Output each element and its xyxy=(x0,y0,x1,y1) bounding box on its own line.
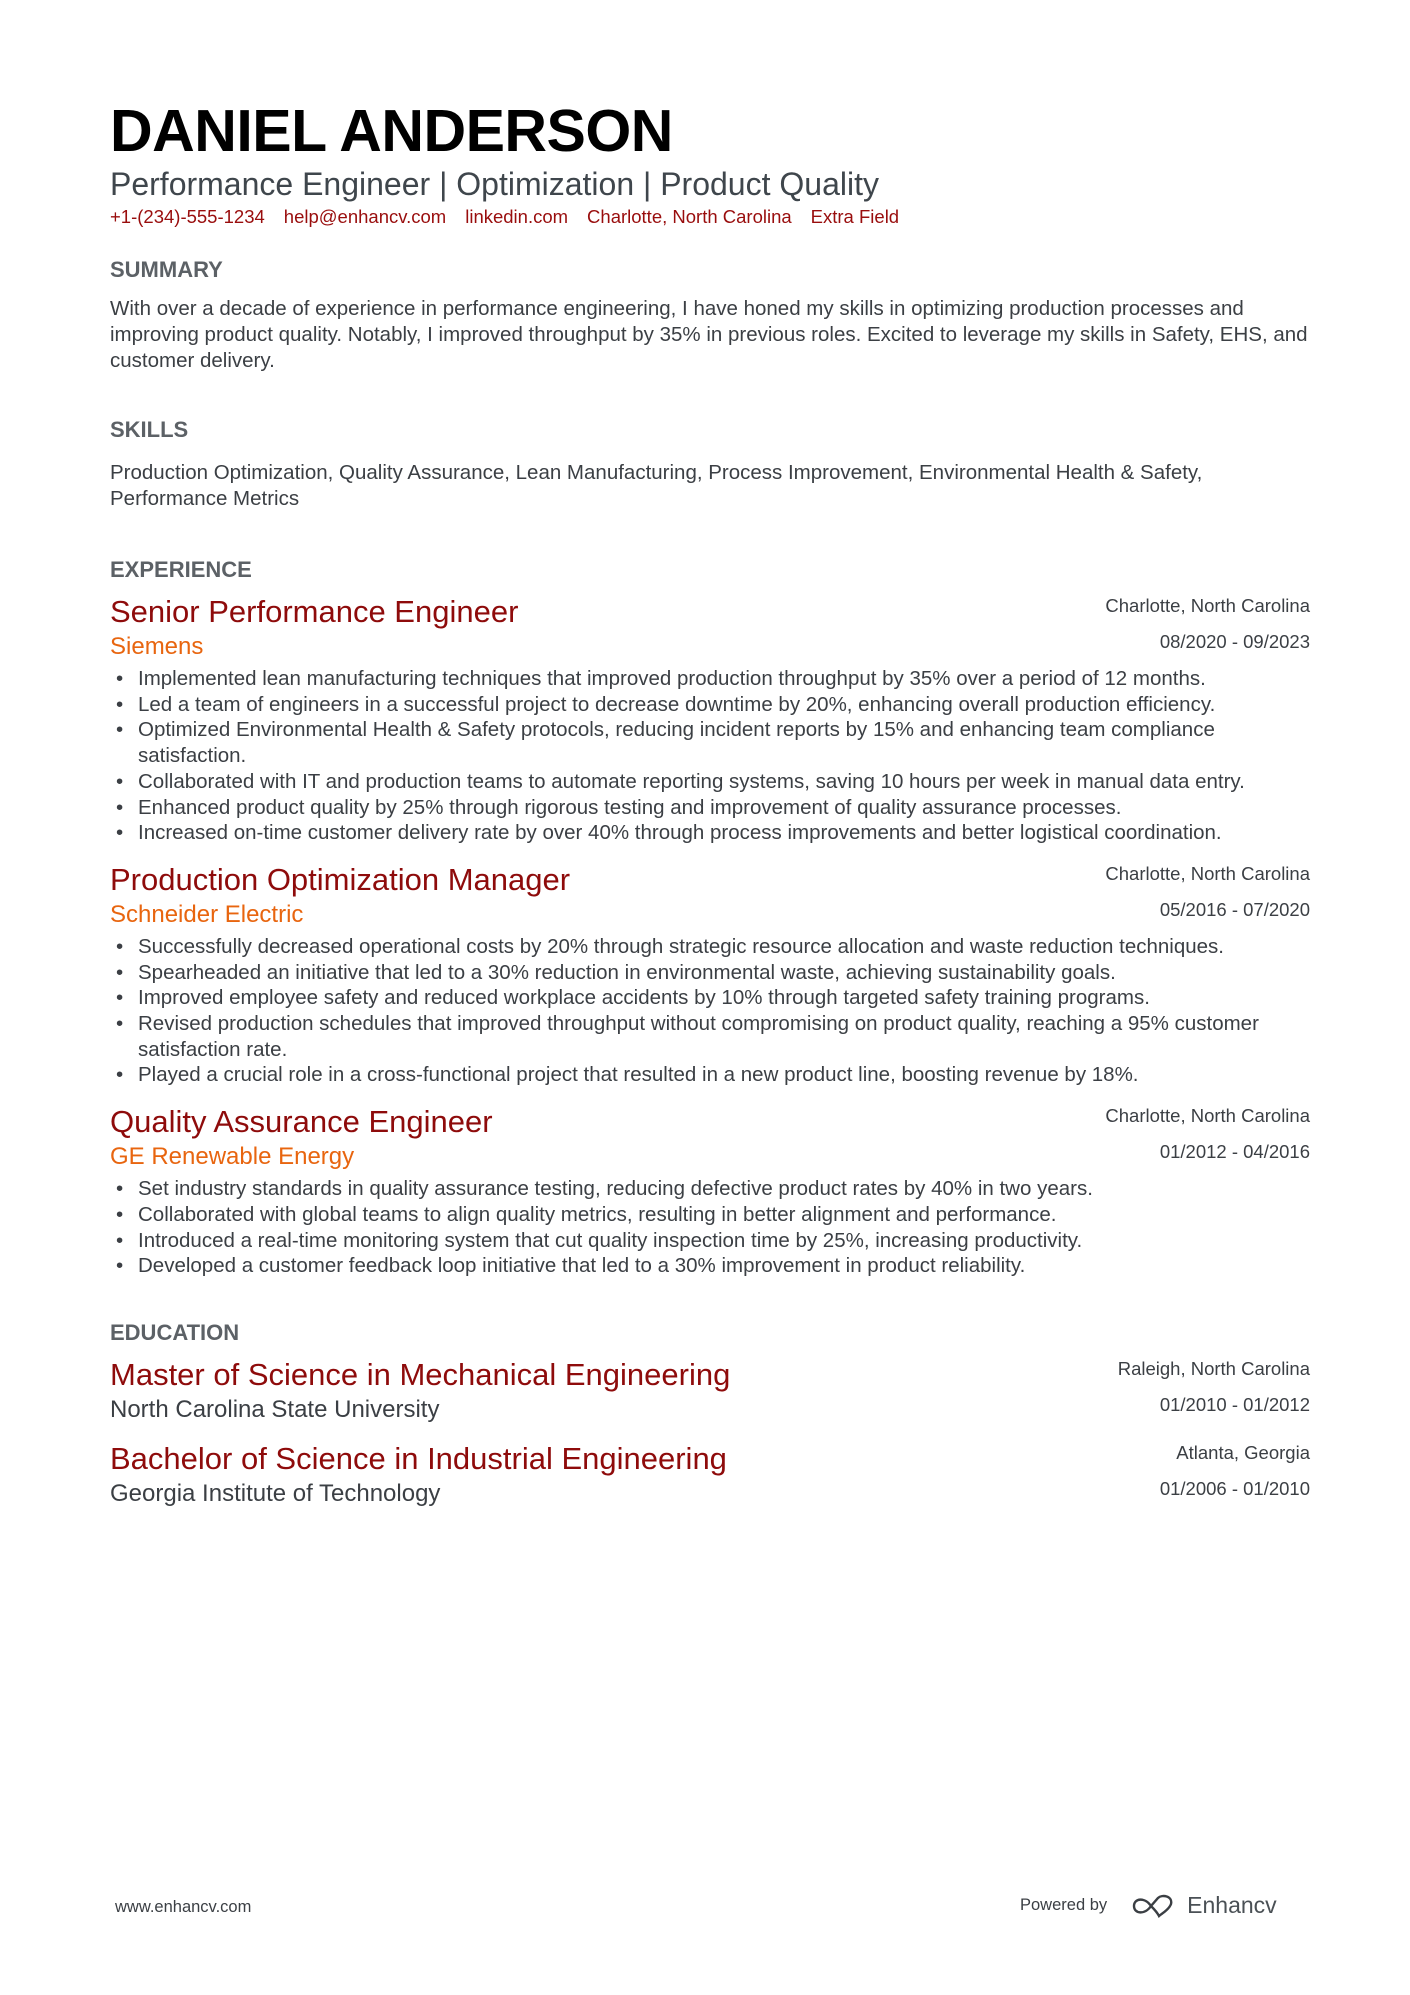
bullet-item: • Revised production schedules that improved throughput without compromising on product quality, reaching a 95% customer satisfaction rate. xyxy=(110,1011,1310,1062)
job-dates: 01/2012 - 04/2016 xyxy=(1159,1141,1310,1163)
bullet-item: • Collaborated with IT and production teams to automate reporting systems, saving 10 hours per week in manual data entry. xyxy=(110,769,1310,795)
bullet-item: • Optimized Environmental Health & Safety protocols, reducing incident reports by 15% and enhancing team compliance satisfaction. xyxy=(110,717,1310,768)
candidate-name: DANIEL ANDERSON xyxy=(110,98,673,164)
bullet-item: • Introduced a real-time monitoring system that cut quality inspection time by 25%, increasing productivity. xyxy=(110,1228,1310,1254)
website-link[interactable]: www.enhancv.com xyxy=(115,1898,252,1916)
enhancv-brand-text: Enhancv xyxy=(1187,1892,1277,1918)
job-location: Charlotte, North Carolina xyxy=(1105,1105,1310,1127)
bullet-item: • Led a team of engineers in a successful project to decrease downtime by 20%, enhancing overall production efficiency. xyxy=(110,692,1310,718)
degree: Master of Science in Mechanical Engineering xyxy=(110,1356,731,1392)
skills-heading: SKILLS xyxy=(110,417,189,442)
job-title: Senior Performance Engineer xyxy=(110,594,519,629)
company-name: GE Renewable Energy xyxy=(110,1143,355,1171)
job-title: Production Optimization Manager xyxy=(110,861,571,897)
experience-list xyxy=(110,594,1310,1279)
education-heading: EDUCATION xyxy=(110,1319,240,1345)
skills-text: Production Optimization, Quality Assurance, Lean Manufacturing, Process Improvement, Environmental Health & Safety, Performance Metrics xyxy=(110,461,1203,510)
summary-heading: SUMMARY xyxy=(110,257,223,282)
education-entry xyxy=(110,1441,1310,1509)
job-header xyxy=(110,1104,1310,1172)
location: Charlotte, North Carolina xyxy=(587,206,792,227)
enhancv-logo[interactable] xyxy=(1131,1892,1277,1919)
job-header xyxy=(110,594,1310,662)
contact-list xyxy=(110,204,1310,230)
edu-dates: 01/2010 - 01/2012 xyxy=(1159,1393,1310,1415)
job-entry xyxy=(110,862,1310,1088)
bullet-item: • Set industry standards in quality assurance testing, reducing defective product rates by 40% in two years. xyxy=(110,1176,1310,1202)
summary-text: With over a decade of experience in performance engineering, I have honed my skills in optimizing production processes and improving product quality. Notably, I improved throughput by 35% in previous roles. Excited to leverage my skills in Safety, EHS, and customer delivery. xyxy=(110,297,1308,372)
bullet-item: • Spearheaded an initiative that led to a 30% reduction in environmental waste, achieving sustainability goals. xyxy=(110,960,1310,986)
company-name: Siemens xyxy=(110,633,204,660)
experience-heading: EXPERIENCE xyxy=(110,557,252,582)
bullet-item: • Implemented lean manufacturing techniques that improved production throughput by 35% over a period of 12 months. xyxy=(110,666,1310,692)
education-list xyxy=(110,1357,1310,1509)
edu-location: Atlanta, Georgia xyxy=(1176,1441,1310,1463)
bullet-item: • Enhanced product quality by 25% through rigorous testing and improvement of quality assurance processes. xyxy=(110,795,1310,821)
job-bullets xyxy=(110,934,1310,1088)
bullet-item: • Developed a customer feedback loop initiative that led to a 30% improvement in product reliability. xyxy=(110,1253,1310,1279)
resume xyxy=(110,96,1310,1509)
job-dates: 05/2016 - 07/2020 xyxy=(1159,898,1310,920)
school: Georgia Institute of Technology xyxy=(110,1479,441,1507)
job-dates: 08/2020 - 09/2023 xyxy=(1159,631,1310,652)
job-bullets xyxy=(110,666,1310,846)
school: North Carolina State University xyxy=(110,1395,440,1423)
job-entry xyxy=(110,1104,1310,1279)
job-entry xyxy=(110,594,1310,846)
job-header xyxy=(110,862,1310,930)
bullet-item: • Improved employee safety and reduced workplace accidents by 10% through targeted safety training programs. xyxy=(110,985,1310,1011)
bullet-item: • Increased on-time customer delivery rate by over 40% through process improvements and better logistical coordination. xyxy=(110,820,1310,846)
job-bullets xyxy=(110,1176,1310,1279)
job-location: Charlotte, North Carolina xyxy=(1105,862,1310,884)
email-link[interactable]: help@enhancv.com xyxy=(283,206,447,227)
candidate-title: Performance Engineer | Optimization | Product Quality xyxy=(110,166,879,202)
bullet-item: • Collaborated with global teams to align quality metrics, resulting in better alignment and performance. xyxy=(110,1202,1310,1228)
edu-location: Raleigh, North Carolina xyxy=(1117,1357,1310,1379)
company-name: Schneider Electric xyxy=(110,900,304,928)
job-title: Quality Assurance Engineer xyxy=(110,1104,493,1140)
powered-by-label: Powered by xyxy=(1020,1896,1108,1914)
education-entry xyxy=(110,1357,1310,1425)
job-location: Charlotte, North Carolina xyxy=(1105,595,1310,616)
extra-field: Extra Field xyxy=(810,206,900,227)
enhancv-logo-icon xyxy=(1131,1894,1177,1918)
degree: Bachelor of Science in Industrial Engineering xyxy=(110,1440,727,1476)
phone-link[interactable]: +1-(234)-555-1234 xyxy=(110,206,265,227)
edu-dates: 01/2006 - 01/2010 xyxy=(1159,1477,1310,1499)
powered-by xyxy=(1020,1892,1277,1919)
bullet-item: • Successfully decreased operational costs by 20% through strategic resource allocation and waste reduction techniques. xyxy=(110,934,1310,960)
linkedin-link[interactable]: linkedin.com xyxy=(465,206,569,227)
bullet-item: • Played a crucial role in a cross-functional project that resulted in a new product line, boosting revenue by 18%. xyxy=(110,1062,1310,1088)
